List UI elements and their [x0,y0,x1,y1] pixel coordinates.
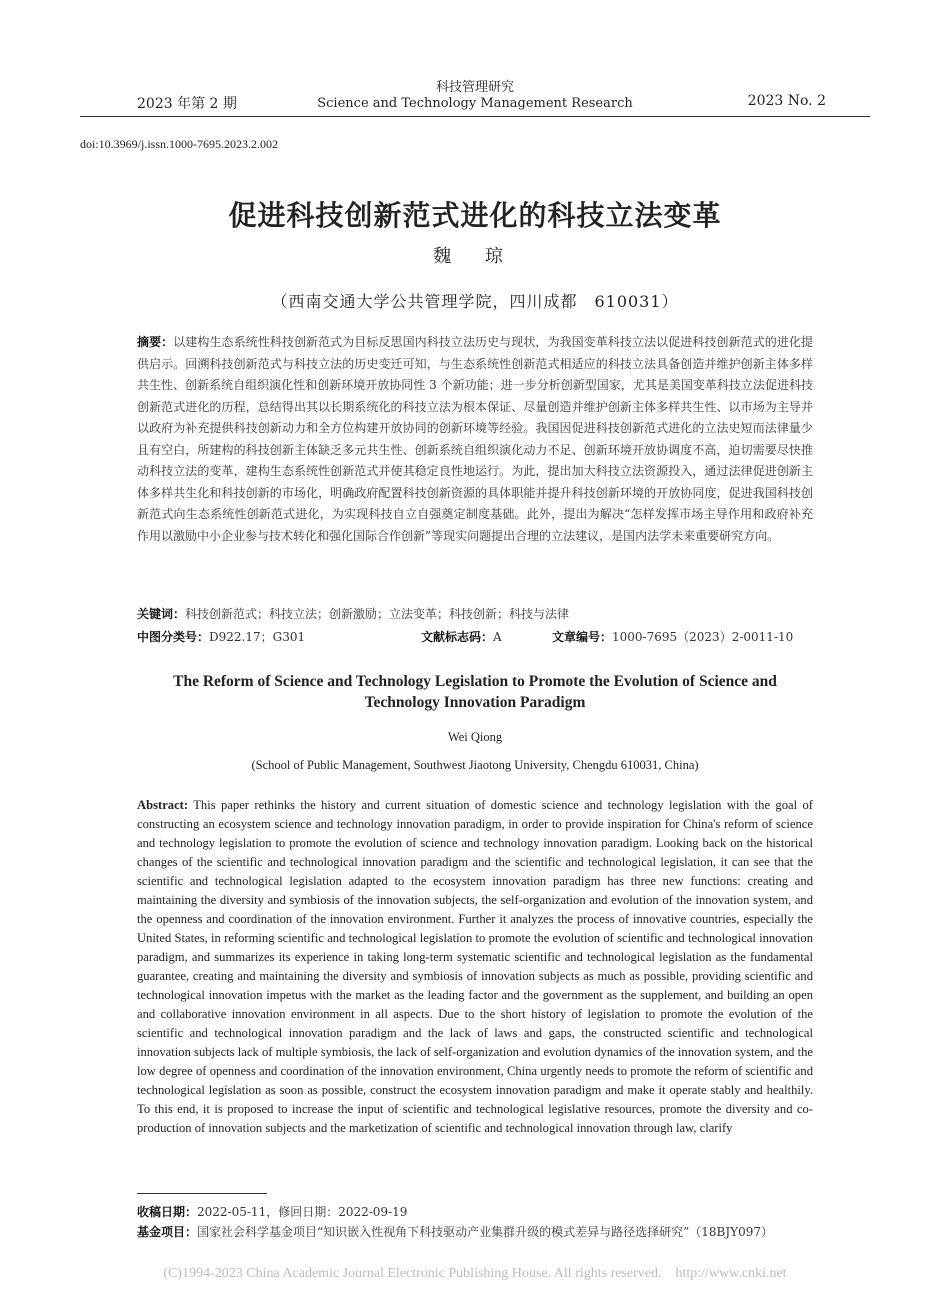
header-issue-en: 2023 No. 2 [747,93,826,109]
keywords-cn [137,605,569,622]
doc-label: 文献标志码： [421,630,494,644]
header-journal-cn: 科技管理研究 [435,80,514,95]
article-value: 1000-7695（2023）2-0011-10 [612,630,794,644]
author-cn: 魏 琼 [433,246,517,267]
header-divider [80,116,870,117]
abstract-cn-label: 摘要： [137,335,174,349]
affiliation-en: (School of Public Management, Southwest Jiaotong University, Chengdu 610031, China) [251,758,699,772]
doi[interactable]: doi:10.3969/j.issn.1000-7695.2023.2.002 [80,137,279,151]
header-journal [300,80,650,112]
copyright-watermark: (C)1994-2023 China Academic Journal Electronic Publishing House. All rights reserved. http://www.cnki.net [163,1266,787,1281]
received-text: 2022-05-11，修回日期：2022-09-19 [197,1205,408,1219]
title-cn: 促进科技创新范式进化的科技立法变革 [228,199,722,232]
article-label: 文章编号： [552,630,613,644]
header-issue-cn: 2023 年第 2 期 [137,96,237,112]
header-journal-en: Science and Technology Management Research [317,96,633,111]
footnote-received [137,1203,407,1220]
received-label: 收稿日期： [137,1205,198,1219]
title-en: The Reform of Science and Technology Legislation to Promote the Evolution of Science and Technology Innovation Paradigm [173,673,777,711]
abstract-en [137,796,813,1138]
doc-value: A [493,630,502,644]
abstract-en-text: This paper rethinks the history and current situation of domestic science and technology legislation with the goal of constructing an ecosystem science and technology innovation paradigm, in order to provide inspiration for China's reform of science and technology legislation to promote the evolution of science and technology innovation paradigm. Looking back on the historical changes of the scientific and technological innovation paradigm and the scientific and technological legislation, it can see that the scientific and technological legislation adapted to the ecosystem innovation paradigm has three new functions: creating and maintaining the diversity and symbiosis of the innovation subjects, the self-organization and evolution of the innovation system, and the openness and coordination of the innovation environment. Further it analyzes the process of innovative countries, especially the United States, in reforming scientific and technological legislation to promote the evolution of scientific and technological innovation paradigm, and summarizes its experience in taking long-term systematic scientific and technological legislation as the fundamental guarantee, creating and maintaining the diversity and symbiosis of innovation subjects as much as possible, providing scientific and technological innovation impetus with the market as the leading factor and the government as the supplement, and building an open and collaborative innovation environment in all aspects. Due to the short history of legislation to promote the evolution of the scientific and technological innovation paradigm and the lack of laws and gaps, the constructed scientific and technological innovation subjects lack of multiple symbiosis, the lack of self-organization and evolution dynamics of the innovation system, and the low degree of openness and coordination of the innovation environment, China urgently needs to promote the reform of scientific and technological legislation as soon as possible, construct the ecosystem innovation paradigm and make it operate stably and healthily. To this end, it is proposed to increase the input of scientific and technological legislative resources, promote the diversity and co-production of innovation subjects and the marketization of scientific and technological innovation through law, clarify [137,798,813,1135]
fund-label: 基金项目： [137,1225,198,1239]
clc-code [137,628,305,645]
clc-label: 中图分类号： [137,630,210,644]
author-en: Wei Qiong [447,730,503,744]
abstract-en-label: Abstract: [137,798,189,812]
fund-text: 国家社会科学基金项目“知识嵌入性视角下科技驱动产业集群升级的模式差异与路径选择研究”（18BJY097） [197,1225,774,1239]
keywords-cn-label: 关键词： [137,607,186,621]
abstract-cn [137,332,813,547]
document-code [421,628,502,645]
clc-value: D922.17；G301 [209,630,306,644]
footnote-divider [137,1193,267,1194]
article-number [552,628,793,645]
keywords-cn-text: 科技创新范式；科技立法；创新激励；立法变革；科技创新；科技与法律 [185,607,570,621]
abstract-cn-text: 以建构生态系统性科技创新范式为目标反思国内科技立法历史与现状，为我国变革科技立法以促进科技创新范式的进化提供启示。回溯科技创新范式与科技立法的历史变迁可知，与生态系统性创新范式相适应的科技立法具备创造并维护创新主体多样共生性、创新系统自组织演化性和创新环境开放协同性 3 个新功能；进一步分析创新型国家，尤其是美国变革科技立法促进科技创新范式进化的历程，总结得出其以长期系统化的科技立法为根本保证、尽量创造并维护创新主体多样共生性、以市场为主导并以政府为补充提供科技创新动力和全方位构建开放协同的创新环境等经验。我国因促进科技创新范式进化的立法史短而法律量少且有空白，所建构的科技创新主体缺乏多元共生性、创新系统自组织演化动力不足、创新环境开放协调度不高，迫切需要尽快推动科技立法的变革，建构生态系统性创新范式并使其稳定良性地运行。为此，提出加大科技立法资源投入，通过法律促进创新主体多样共生化和科技创新的市场化，明确政府配置科技创新资源的具体职能并提升科技创新环境的开放协同度，促进我国科技创新范式向生态系统性创新范式进化，为实现科技自立自强奠定制度基础。此外，提出为解决“怎样发挥市场主导作用和政府补充作用以激励中小企业参与技术转化和强化国际合作创新”等现实问题提出合理的立法建议，是国内法学未来重要研究方向。 [137,335,813,543]
affiliation-cn: （西南交通大学公共管理学院，四川成都 610031） [271,292,679,311]
footnote-fund [137,1223,773,1240]
